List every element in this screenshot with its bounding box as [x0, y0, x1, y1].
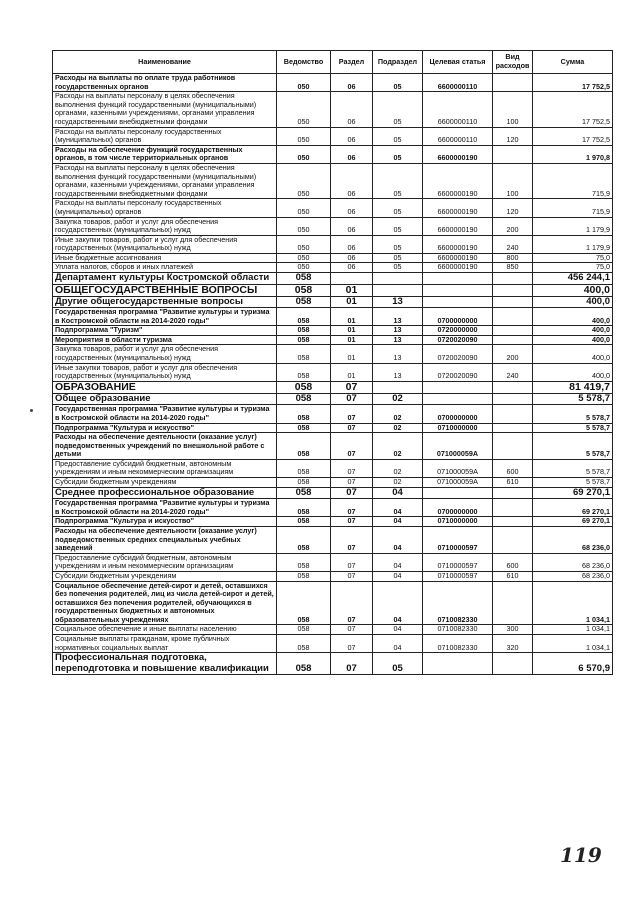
- cell-ved: 050: [277, 92, 331, 127]
- cell-cs: [423, 393, 493, 405]
- cell-razd: 07: [331, 381, 373, 393]
- table-row: [53, 581, 613, 625]
- cell-name: Социальное обеспечение и иные выплаты населению: [53, 625, 277, 635]
- cell-ved: 058: [277, 459, 331, 477]
- cell-name: Иные закупки товаров, работ и услуг для обеспечения государственных (муниципальных) нужд: [53, 235, 277, 253]
- cell-razd: 07: [331, 405, 373, 423]
- table-row: [53, 571, 613, 581]
- cell-ved: 058: [277, 363, 331, 381]
- table-header-row: [53, 51, 613, 74]
- cell-ved: 050: [277, 263, 331, 273]
- table-row: [53, 393, 613, 405]
- cell-cs: 0710082330: [423, 635, 493, 653]
- table-row: [53, 499, 613, 517]
- table-row: [53, 363, 613, 381]
- cell-razd: 01: [331, 335, 373, 345]
- cell-name: Субсидии бюджетным учреждениям: [53, 571, 277, 581]
- cell-podr: [373, 284, 423, 296]
- cell-razd: 06: [331, 235, 373, 253]
- cell-ved: 058: [277, 423, 331, 433]
- cell-name: Государственная программа "Развитие культуры и туризма в Костромской области на 2014-2020 годы": [53, 308, 277, 326]
- cell-name: Общее образование: [53, 393, 277, 405]
- cell-vr: [493, 308, 533, 326]
- cell-sum: 5 578,7: [533, 423, 613, 433]
- cell-sum: 69 270,1: [533, 487, 613, 499]
- table-row: [53, 478, 613, 488]
- cell-razd: 07: [331, 635, 373, 653]
- cell-ved: 058: [277, 381, 331, 393]
- cell-sum: 1 034,1: [533, 625, 613, 635]
- cell-cs: 0720000000: [423, 326, 493, 336]
- cell-sum: 1 034,1: [533, 635, 613, 653]
- cell-podr: 02: [373, 433, 423, 460]
- table-row: [53, 487, 613, 499]
- cell-razd: 01: [331, 296, 373, 308]
- cell-vr: 120: [493, 199, 533, 217]
- cell-cs: 0710000597: [423, 526, 493, 553]
- cell-ved: 050: [277, 163, 331, 198]
- table-row: [53, 635, 613, 653]
- cell-razd: 07: [331, 433, 373, 460]
- cell-podr: [373, 273, 423, 285]
- cell-cs: 6600000190: [423, 235, 493, 253]
- cell-razd: 07: [331, 571, 373, 581]
- cell-podr: 05: [373, 127, 423, 145]
- cell-sum: 5 578,7: [533, 459, 613, 477]
- cell-cs: 0720020090: [423, 345, 493, 363]
- cell-cs: 0710000597: [423, 571, 493, 581]
- cell-vr: [493, 296, 533, 308]
- cell-name: ОБЩЕГОСУДАРСТВЕННЫЕ ВОПРОСЫ: [53, 284, 277, 296]
- table-row: [53, 284, 613, 296]
- cell-sum: 400,0: [533, 284, 613, 296]
- cell-razd: 01: [331, 345, 373, 363]
- cell-sum: 17 752,5: [533, 127, 613, 145]
- cell-cs: 0720020090: [423, 335, 493, 345]
- cell-podr: 04: [373, 526, 423, 553]
- cell-razd: 07: [331, 393, 373, 405]
- cell-ved: 050: [277, 74, 331, 92]
- cell-cs: 0700000000: [423, 405, 493, 423]
- cell-name: Субсидии бюджетным учреждениям: [53, 478, 277, 488]
- cell-ved: 058: [277, 526, 331, 553]
- table-row: [53, 74, 613, 92]
- table-row: [53, 145, 613, 163]
- cell-name: Департамент культуры Костромской области: [53, 273, 277, 285]
- cell-name: Профессиональная подготовка, переподготовка и повышение квалификации: [53, 653, 277, 675]
- cell-razd: 06: [331, 163, 373, 198]
- cell-cs: 071000059А: [423, 433, 493, 460]
- cell-sum: 75,0: [533, 263, 613, 273]
- cell-podr: 05: [373, 217, 423, 235]
- cell-cs: 6600000190: [423, 263, 493, 273]
- cell-cs: [423, 381, 493, 393]
- cell-name: Расходы на обеспечение функций государственных органов, в том числе территориальных органов: [53, 145, 277, 163]
- cell-podr: [373, 381, 423, 393]
- cell-vr: 300: [493, 625, 533, 635]
- cell-podr: 13: [373, 296, 423, 308]
- cell-sum: 75,0: [533, 253, 613, 263]
- cell-ved: 058: [277, 571, 331, 581]
- cell-vr: [493, 381, 533, 393]
- cell-razd: 07: [331, 517, 373, 527]
- cell-sum: 400,0: [533, 308, 613, 326]
- budget-table: [52, 50, 613, 675]
- cell-razd: 01: [331, 326, 373, 336]
- cell-cs: 6600000190: [423, 199, 493, 217]
- cell-podr: 04: [373, 581, 423, 625]
- cell-ved: 058: [277, 517, 331, 527]
- cell-cs: [423, 487, 493, 499]
- cell-vr: [493, 335, 533, 345]
- cell-podr: 05: [373, 263, 423, 273]
- cell-sum: 6 570,9: [533, 653, 613, 675]
- cell-vr: [493, 433, 533, 460]
- header-podr: Подраздел: [373, 51, 423, 74]
- cell-ved: 058: [277, 433, 331, 460]
- cell-ved: 058: [277, 284, 331, 296]
- cell-razd: 06: [331, 92, 373, 127]
- cell-cs: 6600000190: [423, 217, 493, 235]
- table-row: [53, 433, 613, 460]
- cell-razd: 06: [331, 263, 373, 273]
- cell-cs: 6600000110: [423, 74, 493, 92]
- cell-razd: 06: [331, 145, 373, 163]
- cell-podr: 13: [373, 363, 423, 381]
- table-row: [53, 326, 613, 336]
- cell-sum: 5 578,7: [533, 433, 613, 460]
- cell-name: Закупка товаров, работ и услуг для обеспечения государственных (муниципальных) нужд: [53, 217, 277, 235]
- cell-ved: 058: [277, 345, 331, 363]
- cell-podr: 02: [373, 393, 423, 405]
- cell-vr: [493, 487, 533, 499]
- cell-ved: 058: [277, 478, 331, 488]
- cell-name: Расходы на выплаты персоналу государственных (муниципальных) органов: [53, 199, 277, 217]
- cell-name: Расходы на выплаты персоналу государственных (муниципальных) органов: [53, 127, 277, 145]
- cell-ved: 050: [277, 217, 331, 235]
- cell-podr: 05: [373, 235, 423, 253]
- cell-sum: 68 236,0: [533, 553, 613, 571]
- cell-cs: 0700000000: [423, 499, 493, 517]
- cell-ved: 050: [277, 199, 331, 217]
- header-cs: Целевая статья: [423, 51, 493, 74]
- cell-cs: 6600000190: [423, 253, 493, 263]
- cell-podr: 13: [373, 345, 423, 363]
- cell-sum: 400,0: [533, 335, 613, 345]
- cell-cs: [423, 296, 493, 308]
- cell-podr: 02: [373, 459, 423, 477]
- cell-vr: [493, 499, 533, 517]
- cell-sum: 1 179,9: [533, 235, 613, 253]
- cell-podr: 05: [373, 145, 423, 163]
- cell-podr: 05: [373, 653, 423, 675]
- cell-ved: 058: [277, 393, 331, 405]
- cell-podr: 13: [373, 308, 423, 326]
- cell-ved: 050: [277, 253, 331, 263]
- cell-sum: 715,9: [533, 199, 613, 217]
- table-row: [53, 163, 613, 198]
- cell-sum: 17 752,5: [533, 92, 613, 127]
- cell-ved: 058: [277, 653, 331, 675]
- cell-sum: 1 034,1: [533, 581, 613, 625]
- cell-vr: [493, 423, 533, 433]
- header-razd: Раздел: [331, 51, 373, 74]
- cell-podr: 13: [373, 326, 423, 336]
- cell-sum: 1 970,8: [533, 145, 613, 163]
- cell-podr: 05: [373, 74, 423, 92]
- cell-name: Социальное обеспечение детей-сирот и детей, оставшихся без попечения родителей, лиц из числа детей-сирот и детей, оставшихся без попечения родителей, обучающихся в государственных бюджетных и автономных образовательных учреждениях: [53, 581, 277, 625]
- cell-razd: 07: [331, 487, 373, 499]
- cell-name: Расходы на выплаты персоналу в целях обеспечения выполнения функций государственными (муниципальными) органами, казенными учреждениями, органами управления государственными внебюджетными фондами: [53, 163, 277, 198]
- cell-sum: 69 270,1: [533, 499, 613, 517]
- cell-podr: 05: [373, 163, 423, 198]
- cell-razd: 06: [331, 74, 373, 92]
- cell-podr: 04: [373, 571, 423, 581]
- cell-name: Уплата налогов, сборов и иных платежей: [53, 263, 277, 273]
- cell-sum: 17 752,5: [533, 74, 613, 92]
- header-vr: Вид расходов: [493, 51, 533, 74]
- table-row: [53, 217, 613, 235]
- cell-ved: 058: [277, 308, 331, 326]
- budget-table-sheet: [52, 50, 612, 675]
- cell-cs: 0710082330: [423, 625, 493, 635]
- cell-ved: 058: [277, 487, 331, 499]
- page-number: 119: [560, 843, 602, 867]
- table-row: [53, 308, 613, 326]
- cell-vr: 610: [493, 478, 533, 488]
- table-row: [53, 199, 613, 217]
- cell-name: Подпрограмма "Культура и искусство": [53, 423, 277, 433]
- cell-ved: 050: [277, 145, 331, 163]
- cell-sum: 400,0: [533, 345, 613, 363]
- table-row: [53, 381, 613, 393]
- cell-vr: [493, 284, 533, 296]
- cell-name: Иные бюджетные ассигнования: [53, 253, 277, 263]
- cell-razd: 07: [331, 526, 373, 553]
- cell-sum: 5 578,7: [533, 393, 613, 405]
- cell-name: Расходы на обеспечение деятельности (оказание услуг) подведомственных учреждений по внешкольной работе с детьми: [53, 433, 277, 460]
- cell-sum: 68 236,0: [533, 526, 613, 553]
- table-row: [53, 92, 613, 127]
- cell-sum: 400,0: [533, 296, 613, 308]
- cell-vr: 200: [493, 217, 533, 235]
- cell-vr: 320: [493, 635, 533, 653]
- cell-cs: [423, 653, 493, 675]
- cell-cs: [423, 273, 493, 285]
- cell-vr: [493, 74, 533, 92]
- cell-cs: 6600000190: [423, 145, 493, 163]
- cell-cs: 0710000597: [423, 553, 493, 571]
- cell-name: Государственная программа "Развитие культуры и туризма в Костромской области на 2014-2020 годы": [53, 499, 277, 517]
- cell-cs: 0700000000: [423, 308, 493, 326]
- cell-podr: 04: [373, 625, 423, 635]
- cell-vr: [493, 526, 533, 553]
- cell-vr: 600: [493, 459, 533, 477]
- cell-cs: 0710082330: [423, 581, 493, 625]
- cell-ved: 050: [277, 127, 331, 145]
- table-body: [53, 74, 613, 675]
- cell-razd: 01: [331, 308, 373, 326]
- cell-sum: 1 179,9: [533, 217, 613, 235]
- header-sum: Сумма: [533, 51, 613, 74]
- cell-name: Иные закупки товаров, работ и услуг для обеспечения государственных (муниципальных) нужд: [53, 363, 277, 381]
- cell-vr: 200: [493, 345, 533, 363]
- cell-sum: 400,0: [533, 326, 613, 336]
- cell-podr: 04: [373, 487, 423, 499]
- cell-sum: 68 236,0: [533, 571, 613, 581]
- cell-name: Закупка товаров, работ и услуг для обеспечения государственных (муниципальных) нужд: [53, 345, 277, 363]
- cell-cs: 6600000110: [423, 92, 493, 127]
- cell-sum: 456 244,1: [533, 273, 613, 285]
- cell-cs: 071000059А: [423, 478, 493, 488]
- table-row: [53, 459, 613, 477]
- cell-vr: 610: [493, 571, 533, 581]
- cell-vr: [493, 273, 533, 285]
- cell-ved: 058: [277, 499, 331, 517]
- cell-vr: 120: [493, 127, 533, 145]
- header-ved: Ведомство: [277, 51, 331, 74]
- cell-vr: [493, 653, 533, 675]
- cell-sum: 5 578,7: [533, 405, 613, 423]
- cell-razd: 07: [331, 499, 373, 517]
- cell-name: Среднее профессиональное образование: [53, 487, 277, 499]
- cell-vr: [493, 581, 533, 625]
- cell-razd: 01: [331, 284, 373, 296]
- cell-name: Социальные выплаты гражданам, кроме публичных нормативных социальных выплат: [53, 635, 277, 653]
- cell-razd: [331, 273, 373, 285]
- table-row: [53, 345, 613, 363]
- cell-razd: 07: [331, 581, 373, 625]
- cell-razd: 07: [331, 459, 373, 477]
- cell-razd: 07: [331, 653, 373, 675]
- cell-podr: 04: [373, 517, 423, 527]
- cell-razd: 07: [331, 553, 373, 571]
- cell-podr: 02: [373, 405, 423, 423]
- cell-razd: 06: [331, 217, 373, 235]
- cell-vr: 600: [493, 553, 533, 571]
- cell-cs: 6600000190: [423, 163, 493, 198]
- cell-podr: 04: [373, 635, 423, 653]
- cell-podr: 02: [373, 423, 423, 433]
- cell-name: Расходы на обеспечение деятельности (оказание услуг) подведомственных средних специальных учебных заведений: [53, 526, 277, 553]
- table-row: [53, 526, 613, 553]
- cell-vr: 100: [493, 163, 533, 198]
- cell-name: Государственная программа "Развитие культуры и туризма в Костромской области на 2014-2020 годы": [53, 405, 277, 423]
- cell-ved: 058: [277, 635, 331, 653]
- cell-podr: 05: [373, 253, 423, 263]
- table-row: [53, 296, 613, 308]
- table-row: [53, 553, 613, 571]
- cell-vr: [493, 393, 533, 405]
- table-row: [53, 235, 613, 253]
- cell-cs: 6600000110: [423, 127, 493, 145]
- cell-name: Мероприятия в области туризма: [53, 335, 277, 345]
- cell-sum: 81 419,7: [533, 381, 613, 393]
- cell-razd: 06: [331, 253, 373, 263]
- cell-razd: 06: [331, 127, 373, 145]
- cell-cs: 0720020090: [423, 363, 493, 381]
- cell-ved: 058: [277, 625, 331, 635]
- cell-ved: 058: [277, 335, 331, 345]
- cell-ved: 058: [277, 326, 331, 336]
- cell-vr: [493, 517, 533, 527]
- cell-vr: [493, 326, 533, 336]
- cell-cs: 0710000000: [423, 517, 493, 527]
- cell-ved: 058: [277, 553, 331, 571]
- cell-podr: 05: [373, 199, 423, 217]
- cell-razd: 01: [331, 363, 373, 381]
- cell-name: Расходы на выплаты персоналу в целях обеспечения выполнения функций государственными (муниципальными) органами, казенными учреждениями, органами управления государственными внебюджетными фондами: [53, 92, 277, 127]
- cell-name: ОБРАЗОВАНИЕ: [53, 381, 277, 393]
- cell-vr: [493, 405, 533, 423]
- cell-podr: 04: [373, 553, 423, 571]
- cell-cs: 0710000000: [423, 423, 493, 433]
- cell-vr: 850: [493, 263, 533, 273]
- cell-vr: 800: [493, 253, 533, 263]
- cell-sum: 400,0: [533, 363, 613, 381]
- cell-name: Предоставление субсидий бюджетным, автономным учреждениям и иным некоммерческим организациям: [53, 553, 277, 571]
- cell-vr: 100: [493, 92, 533, 127]
- table-row: [53, 517, 613, 527]
- header-name: Наименование: [53, 51, 277, 74]
- cell-name: Другие общегосударственные вопросы: [53, 296, 277, 308]
- cell-name: Предоставление субсидий бюджетным, автономным учреждениям и иным некоммерческим организациям: [53, 459, 277, 477]
- cell-sum: 69 270,1: [533, 517, 613, 527]
- cell-cs: 071000059А: [423, 459, 493, 477]
- cell-name: Расходы на выплаты по оплате труда работников государственных органов: [53, 74, 277, 92]
- cell-name: Подпрограмма "Туризм": [53, 326, 277, 336]
- cell-ved: 050: [277, 235, 331, 253]
- scan-speck: [30, 409, 33, 412]
- cell-ved: 058: [277, 296, 331, 308]
- cell-vr: [493, 145, 533, 163]
- table-row: [53, 273, 613, 285]
- cell-podr: 04: [373, 499, 423, 517]
- cell-name: Подпрограмма "Культура и искусство": [53, 517, 277, 527]
- cell-podr: 13: [373, 335, 423, 345]
- cell-razd: 07: [331, 625, 373, 635]
- table-row: [53, 653, 613, 675]
- cell-razd: 07: [331, 478, 373, 488]
- cell-sum: 5 578,7: [533, 478, 613, 488]
- cell-razd: 07: [331, 423, 373, 433]
- table-row: [53, 405, 613, 423]
- cell-cs: [423, 284, 493, 296]
- cell-ved: 058: [277, 405, 331, 423]
- table-row: [53, 127, 613, 145]
- cell-podr: 05: [373, 92, 423, 127]
- cell-vr: 240: [493, 235, 533, 253]
- cell-vr: 240: [493, 363, 533, 381]
- cell-ved: 058: [277, 273, 331, 285]
- cell-razd: 06: [331, 199, 373, 217]
- cell-ved: 058: [277, 581, 331, 625]
- cell-sum: 715,9: [533, 163, 613, 198]
- cell-podr: 02: [373, 478, 423, 488]
